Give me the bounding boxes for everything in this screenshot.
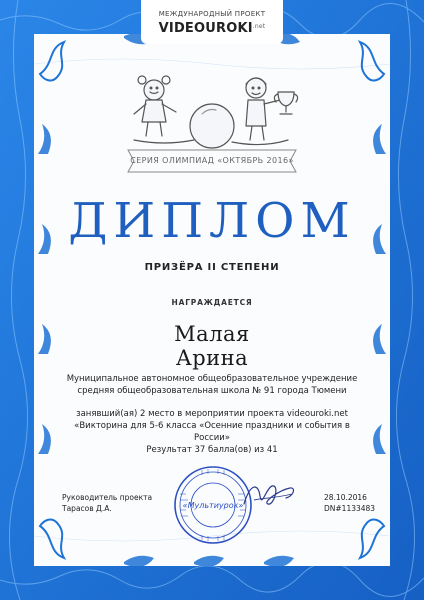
recipient-name (0, 322, 424, 370)
series-label: СЕРИЯ ОЛИМПИАД «ОКТЯБРЬ 2016» (130, 156, 294, 165)
stamp-text: «Мультиурок» (182, 501, 244, 510)
event-line: занявший(ая) 2 место в мероприятии проекта videouroki.net (76, 409, 348, 419)
issue-date: 28.10.2016 (324, 493, 367, 502)
signatory-block (62, 492, 152, 514)
organization-block (58, 373, 366, 397)
diploma-subtitle: ПРИЗЁРА II СТЕПЕНИ (144, 262, 280, 273)
diploma-title: ДИПЛОМ (68, 193, 356, 249)
recipient-first-name: Арина (175, 346, 249, 370)
event-line: «Викторина для 5-6 класса «Осенние праздники и события в (74, 421, 350, 431)
organization-line: Муниципальное автономное общеобразовательное учреждение (66, 374, 358, 384)
event-block (58, 408, 366, 456)
brand-tld: .net (252, 23, 266, 30)
date-block (324, 492, 375, 514)
organization-line: средняя общеобразовательная школа № 91 города Тюмени (77, 386, 347, 396)
document-number: DN#1133483 (324, 504, 376, 513)
result-line: Результат 37 балла(ов) из 41 (146, 445, 278, 455)
signatory-role: Руководитель проекта (62, 493, 153, 502)
signatory-name: Тарасов Д.А. (62, 504, 112, 513)
project-header (141, 0, 283, 44)
brand-name: VIDEOUROKI (158, 21, 253, 36)
project-label: МЕЖДУНАРОДНЫЙ ПРОЕКТ (158, 10, 266, 18)
signature (240, 478, 300, 512)
brand-logo[interactable] (141, 21, 283, 36)
recipient-surname: Малая (174, 322, 250, 346)
awarded-label: НАГРАЖДАЕТСЯ (171, 298, 253, 307)
event-line: России» (194, 433, 230, 443)
kids-illustration (106, 70, 318, 152)
